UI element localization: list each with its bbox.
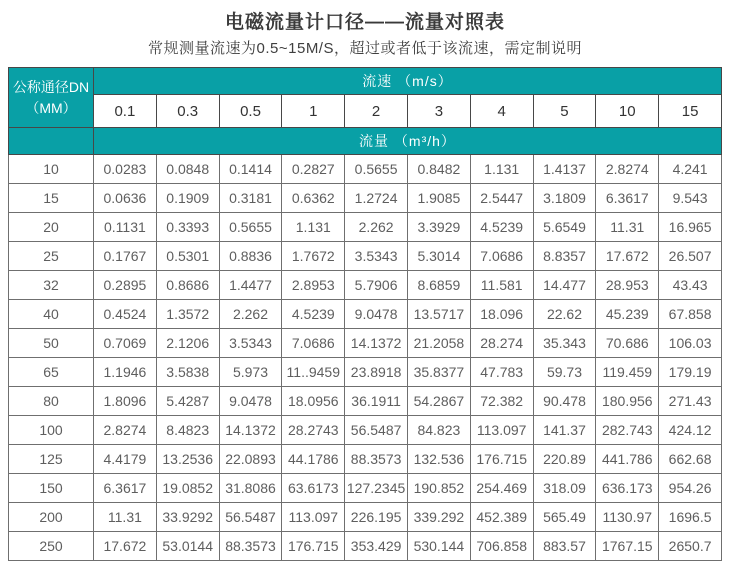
flow-value-cell: 3.1809 [533, 184, 596, 213]
table-row [9, 387, 722, 416]
flow-value-cell: 7.0686 [470, 242, 533, 271]
dn-cell: 20 [9, 213, 94, 242]
flow-value-cell: 0.2895 [94, 271, 157, 300]
flow-value-cell: 706.858 [470, 532, 533, 561]
velocity-band-header: 流速 （m/s） [94, 68, 722, 95]
flow-value-cell: 141.37 [533, 416, 596, 445]
flow-value-cell: 119.459 [596, 358, 659, 387]
flow-value-cell: 8.4823 [156, 416, 219, 445]
table-row [9, 300, 722, 329]
flow-value-cell: 1.3572 [156, 300, 219, 329]
flow-value-cell: 127.2345 [345, 474, 408, 503]
flow-value-cell: 1.4477 [219, 271, 282, 300]
flow-value-cell: 179.19 [659, 358, 722, 387]
flow-value-cell: 220.89 [533, 445, 596, 474]
velocity-value-cell: 1 [282, 95, 345, 128]
table-row [9, 184, 722, 213]
flow-value-cell: 33.9292 [156, 503, 219, 532]
flow-value-cell: 14.1372 [345, 329, 408, 358]
flow-value-cell: 0.1131 [94, 213, 157, 242]
flow-value-cell: 28.953 [596, 271, 659, 300]
flow-value-cell: 26.507 [659, 242, 722, 271]
flow-value-cell: 31.8086 [219, 474, 282, 503]
flow-value-cell: 14.477 [533, 271, 596, 300]
flow-value-cell: 28.2743 [282, 416, 345, 445]
flow-value-cell: 5.3014 [407, 242, 470, 271]
flow-value-cell: 11.581 [470, 271, 533, 300]
flow-value-cell: 3.5343 [345, 242, 408, 271]
table-row [9, 329, 722, 358]
flow-value-cell: 353.429 [345, 532, 408, 561]
table-row [9, 416, 722, 445]
flow-value-cell: 21.2058 [407, 329, 470, 358]
flow-value-cell: 6.3617 [94, 474, 157, 503]
flow-value-cell: 2.262 [219, 300, 282, 329]
flow-value-cell: 1.7672 [282, 242, 345, 271]
flow-value-cell: 2.8274 [94, 416, 157, 445]
flow-value-cell: 11.31 [596, 213, 659, 242]
flow-value-cell: 5.7906 [345, 271, 408, 300]
flow-value-cell: 0.0848 [156, 155, 219, 184]
flow-value-cell: 176.715 [470, 445, 533, 474]
flow-value-cell: 4.241 [659, 155, 722, 184]
flow-value-cell: 0.8686 [156, 271, 219, 300]
flow-value-cell: 72.382 [470, 387, 533, 416]
flow-value-cell: 176.715 [282, 532, 345, 561]
table-row [9, 271, 722, 300]
table-row [9, 532, 722, 561]
flow-value-cell: 9.543 [659, 184, 722, 213]
flow-value-cell: 43.43 [659, 271, 722, 300]
flow-value-cell: 7.0686 [282, 329, 345, 358]
flow-value-cell: 2.1206 [156, 329, 219, 358]
dn-cell: 25 [9, 242, 94, 271]
flow-value-cell: 0.2827 [282, 155, 345, 184]
dn-cell: 40 [9, 300, 94, 329]
flow-band-header: 流量 （m³/h） [94, 128, 722, 155]
flow-value-cell: 0.3393 [156, 213, 219, 242]
flow-value-cell: 1767.15 [596, 532, 659, 561]
velocity-value-cell: 5 [533, 95, 596, 128]
flow-value-cell: 0.8482 [407, 155, 470, 184]
velocity-value-cell: 4 [470, 95, 533, 128]
flow-value-cell: 67.858 [659, 300, 722, 329]
flow-value-cell: 5.4287 [156, 387, 219, 416]
flow-value-cell: 8.6859 [407, 271, 470, 300]
dn-cell: 100 [9, 416, 94, 445]
flow-value-cell: 2.8274 [596, 155, 659, 184]
flow-value-cell: 1696.5 [659, 503, 722, 532]
flow-value-cell: 0.8836 [219, 242, 282, 271]
flow-header-row [9, 128, 722, 155]
flow-value-cell: 23.8918 [345, 358, 408, 387]
table-row [9, 445, 722, 474]
flow-value-cell: 35.343 [533, 329, 596, 358]
flow-value-cell: 56.5487 [345, 416, 408, 445]
flow-value-cell: 441.786 [596, 445, 659, 474]
velocity-value-cell: 0.5 [219, 95, 282, 128]
table-row [9, 242, 722, 271]
flow-value-cell: 113.097 [470, 416, 533, 445]
flow-value-cell: 19.0852 [156, 474, 219, 503]
flow-value-cell: 0.5301 [156, 242, 219, 271]
flow-value-cell: 1.4137 [533, 155, 596, 184]
flow-value-cell: 318.09 [533, 474, 596, 503]
flow-value-cell: 11.31 [94, 503, 157, 532]
flow-value-cell: 565.49 [533, 503, 596, 532]
table-row [9, 503, 722, 532]
dn-cell: 50 [9, 329, 94, 358]
flow-value-cell: 0.5655 [345, 155, 408, 184]
dn-cell: 200 [9, 503, 94, 532]
flow-value-cell: 36.1911 [345, 387, 408, 416]
flow-rate-table [8, 67, 722, 561]
flow-value-cell: 636.173 [596, 474, 659, 503]
flow-value-cell: 190.852 [407, 474, 470, 503]
dn-cell: 10 [9, 155, 94, 184]
velocity-value-cell: 3 [407, 95, 470, 128]
page-subtitle: 常规测量流速为0.5~15M/S，超过或者低于该流速，需定制说明 [148, 40, 582, 57]
table-row [9, 155, 722, 184]
dn-cell: 80 [9, 387, 94, 416]
flow-value-cell: 339.292 [407, 503, 470, 532]
flow-value-cell: 45.239 [596, 300, 659, 329]
flow-value-cell: 0.0636 [94, 184, 157, 213]
flow-value-cell: 0.3181 [219, 184, 282, 213]
flow-value-cell: 4.5239 [470, 213, 533, 242]
dn-cell: 125 [9, 445, 94, 474]
flow-value-cell: 14.1372 [219, 416, 282, 445]
dn-cell: 65 [9, 358, 94, 387]
flow-value-cell: 5.973 [219, 358, 282, 387]
flow-value-cell: 1.8096 [94, 387, 157, 416]
velocity-value-cell: 10 [596, 95, 659, 128]
flow-value-cell: 47.783 [470, 358, 533, 387]
flow-value-cell: 883.57 [533, 532, 596, 561]
dn-cell: 15 [9, 184, 94, 213]
flow-value-cell: 17.672 [596, 242, 659, 271]
flow-value-cell: 4.4179 [94, 445, 157, 474]
flow-value-cell: 106.03 [659, 329, 722, 358]
flow-value-cell: 11..9459 [282, 358, 345, 387]
flow-value-cell: 113.097 [282, 503, 345, 532]
flow-value-cell: 9.0478 [219, 387, 282, 416]
table-row [9, 358, 722, 387]
flow-value-cell: 84.823 [407, 416, 470, 445]
flow-value-cell: 954.26 [659, 474, 722, 503]
flow-value-cell: 5.6549 [533, 213, 596, 242]
flow-value-cell: 271.43 [659, 387, 722, 416]
flow-value-cell: 1.9085 [407, 184, 470, 213]
velocity-value-cell: 0.1 [94, 95, 157, 128]
flow-value-cell: 54.2867 [407, 387, 470, 416]
flow-value-cell: 1.131 [470, 155, 533, 184]
flow-value-cell: 53.0144 [156, 532, 219, 561]
flow-value-cell: 6.3617 [596, 184, 659, 213]
flow-value-cell: 0.1414 [219, 155, 282, 184]
flow-value-cell: 63.6173 [282, 474, 345, 503]
flow-value-cell: 452.389 [470, 503, 533, 532]
flow-value-cell: 0.6362 [282, 184, 345, 213]
dn-cell: 150 [9, 474, 94, 503]
velocity-value-cell: 15 [659, 95, 722, 128]
flow-value-cell: 2.8953 [282, 271, 345, 300]
flow-value-cell: 0.1909 [156, 184, 219, 213]
flow-value-cell: 1130.97 [596, 503, 659, 532]
flow-value-cell: 3.3929 [407, 213, 470, 242]
flow-value-cell: 18.096 [470, 300, 533, 329]
flow-value-cell: 1.1946 [94, 358, 157, 387]
flow-value-cell: 0.7069 [94, 329, 157, 358]
flow-value-cell: 59.73 [533, 358, 596, 387]
flow-value-cell: 2650.7 [659, 532, 722, 561]
flow-value-cell: 90.478 [533, 387, 596, 416]
flow-value-cell: 18.0956 [282, 387, 345, 416]
table-row [9, 213, 722, 242]
velocity-header-row [9, 68, 722, 95]
flow-value-cell: 530.144 [407, 532, 470, 561]
flow-value-cell: 70.686 [596, 329, 659, 358]
flow-value-cell: 16.965 [659, 213, 722, 242]
flow-table-body [9, 155, 722, 561]
flow-value-cell: 0.0283 [94, 155, 157, 184]
flow-value-cell: 2.262 [345, 213, 408, 242]
page-title: 电磁流量计口径——流量对照表 [224, 12, 505, 33]
flow-value-cell: 226.195 [345, 503, 408, 532]
corner-header-line1: 公称通径DN [12, 79, 90, 96]
flow-value-cell: 2.5447 [470, 184, 533, 213]
flow-value-cell: 35.8377 [407, 358, 470, 387]
flow-value-cell: 88.3573 [219, 532, 282, 561]
flow-value-cell: 4.5239 [282, 300, 345, 329]
flow-value-cell: 0.1767 [94, 242, 157, 271]
flow-value-cell: 22.0893 [219, 445, 282, 474]
flow-value-cell: 13.2536 [156, 445, 219, 474]
flow-value-cell: 3.5343 [219, 329, 282, 358]
flow-value-cell: 56.5487 [219, 503, 282, 532]
flow-value-cell: 28.274 [470, 329, 533, 358]
corner-header-line2: （MM） [25, 99, 77, 116]
table-row [9, 474, 722, 503]
velocity-value-cell: 2 [345, 95, 408, 128]
flow-value-cell: 3.5838 [156, 358, 219, 387]
flow-value-cell: 0.4524 [94, 300, 157, 329]
flow-value-cell: 22.62 [533, 300, 596, 329]
flow-value-cell: 17.672 [94, 532, 157, 561]
flow-value-cell: 0.5655 [219, 213, 282, 242]
flow-value-cell: 662.68 [659, 445, 722, 474]
dn-cell: 32 [9, 271, 94, 300]
flow-value-cell: 9.0478 [345, 300, 408, 329]
flow-value-cell: 282.743 [596, 416, 659, 445]
dn-cell: 250 [9, 532, 94, 561]
flow-value-cell: 132.536 [407, 445, 470, 474]
corner-empty-cell [9, 128, 94, 155]
flow-value-cell: 8.8357 [533, 242, 596, 271]
flow-value-cell: 88.3573 [345, 445, 408, 474]
velocity-values-row [9, 95, 722, 128]
flow-value-cell: 44.1786 [282, 445, 345, 474]
corner-header-dn [9, 68, 94, 128]
flow-value-cell: 424.12 [659, 416, 722, 445]
flow-value-cell: 1.131 [282, 213, 345, 242]
velocity-value-cell: 0.3 [156, 95, 219, 128]
flow-value-cell: 254.469 [470, 474, 533, 503]
flow-value-cell: 13.5717 [407, 300, 470, 329]
flow-value-cell: 1.2724 [345, 184, 408, 213]
flow-value-cell: 180.956 [596, 387, 659, 416]
